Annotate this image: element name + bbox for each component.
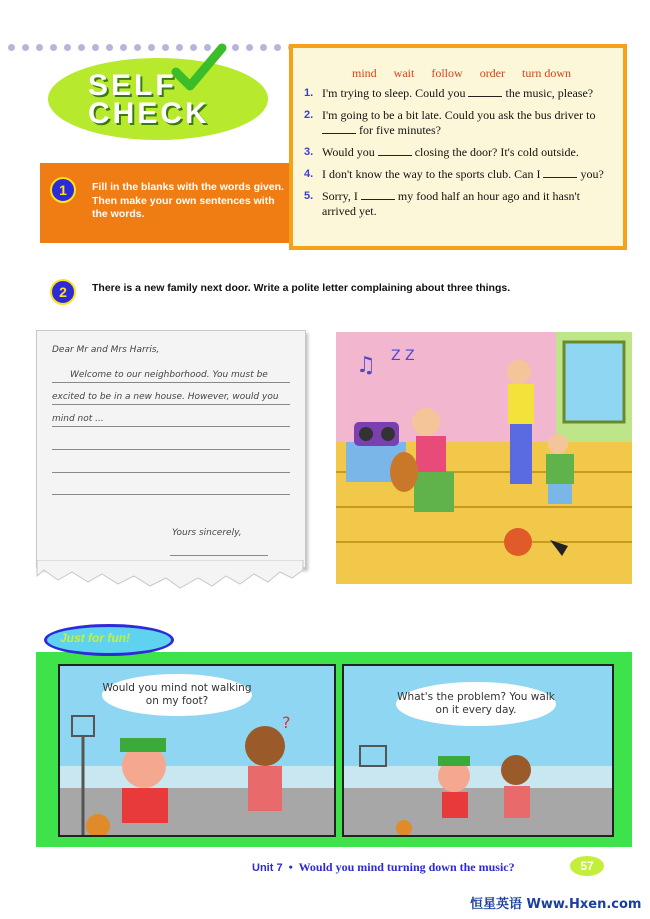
letter-rule[interactable] [52,426,290,427]
word-bank-item: wait [393,66,415,80]
divider-dot [246,44,253,51]
exercise2-instruction: There is a new family next door. Write a polite letter complaining about three things. [92,282,511,294]
divider-dot [260,44,267,51]
divider-dot [50,44,57,51]
svg-text:?: ? [282,713,291,732]
word-bank-item: order [479,66,506,80]
item-text-after: for five minutes? [359,123,441,137]
exercise1-instruction: Fill in the blanks with the words given. Then make your own sentences with the words. [92,181,284,220]
divider-dot [78,44,85,51]
divider-dot [8,44,15,51]
exercise-item [304,145,616,160]
exercise-item [304,189,616,219]
item-text-before: Sorry, I [322,189,358,203]
item-number: 5. [304,190,314,202]
self-check-line2: CHECK [88,97,210,130]
torn-paper-edge [30,560,310,592]
letter-rule [52,404,290,405]
letter-rule[interactable] [52,472,290,473]
letter-rule [52,382,290,383]
item-text-after: you? [580,167,604,181]
divider-dot [22,44,29,51]
noisy-neighbors-illustration [336,332,632,584]
item-number: 3. [304,146,314,158]
item-text-before: Would you [322,145,375,159]
answer-blank[interactable] [468,86,502,97]
item-text-before: I'm trying to sleep. Could you [322,86,466,100]
unit-label: Unit 7 [252,862,283,874]
comic-panel-1 [58,664,336,837]
letter-rule[interactable] [52,449,290,450]
word-bank-item: follow [431,66,463,80]
divider-dot [232,44,239,51]
divider-dot [120,44,127,51]
exercise1-number: 1 [50,177,76,203]
divider-dot [274,44,281,51]
item-number: 4. [304,168,314,180]
letter-salutation: Dear Mr and Mrs Harris, [52,345,160,355]
letter-line: Welcome to our neighborhood. You must be [70,370,268,380]
svg-text:Z Z: Z Z [391,348,415,364]
word-bank [352,66,585,81]
comic-panel-2 [342,664,614,837]
letter-closing: Yours sincerely, [172,528,242,538]
exercise2-number: 2 [50,279,76,305]
self-check-line1: SELF [88,69,177,102]
speech-bubble-2: What's the problem? You walk on it every day. [396,682,556,726]
exercise1-items [304,86,616,226]
watermark: 恒星英语 Www.Hxen.com [470,897,642,912]
svg-text:♫: ♫ [356,353,376,378]
item-text-before: I'm going to be a bit late. Could you ask the bus driver to [322,108,596,122]
letter-rule[interactable] [52,494,290,495]
signature-line[interactable] [170,555,268,556]
speech-bubble-1: Would you mind not walking on my foot? [102,674,252,716]
unit-title: Would you mind turning down the music? [298,860,515,874]
divider-dot [36,44,43,51]
page-number: 57 [570,856,604,876]
answer-blank[interactable] [543,167,577,178]
item-number: 1. [304,87,314,99]
self-check-title [88,69,210,130]
word-bank-item: turn down [522,66,572,80]
item-text-after: the music, please? [505,86,594,100]
item-number: 2. [304,109,314,121]
divider-dot [106,44,113,51]
exercise-item [304,86,616,101]
divider-dot [148,44,155,51]
divider-dot [64,44,71,51]
item-text-before: I don't know the way to the sports club. Can I [322,167,541,181]
letter-line: mind not ... [52,414,104,424]
exercise-item [304,167,616,182]
answer-blank[interactable] [378,145,412,156]
just-for-fun-label: Just for fun! [60,631,130,645]
divider-dot [92,44,99,51]
exercise-item [304,108,616,138]
page-footer [252,860,515,875]
divider-dot [134,44,141,51]
footer-bullet: • [288,860,293,874]
word-bank-item: mind [352,66,377,80]
answer-blank[interactable] [322,123,356,134]
answer-blank[interactable] [361,189,395,200]
letter-line: excited to be in a new house. However, would you [52,392,279,402]
item-text-after: closing the door? It's cold outside. [414,145,579,159]
item-text-after: my food half an hour ago and it hasn't arrived yet. [322,189,581,218]
